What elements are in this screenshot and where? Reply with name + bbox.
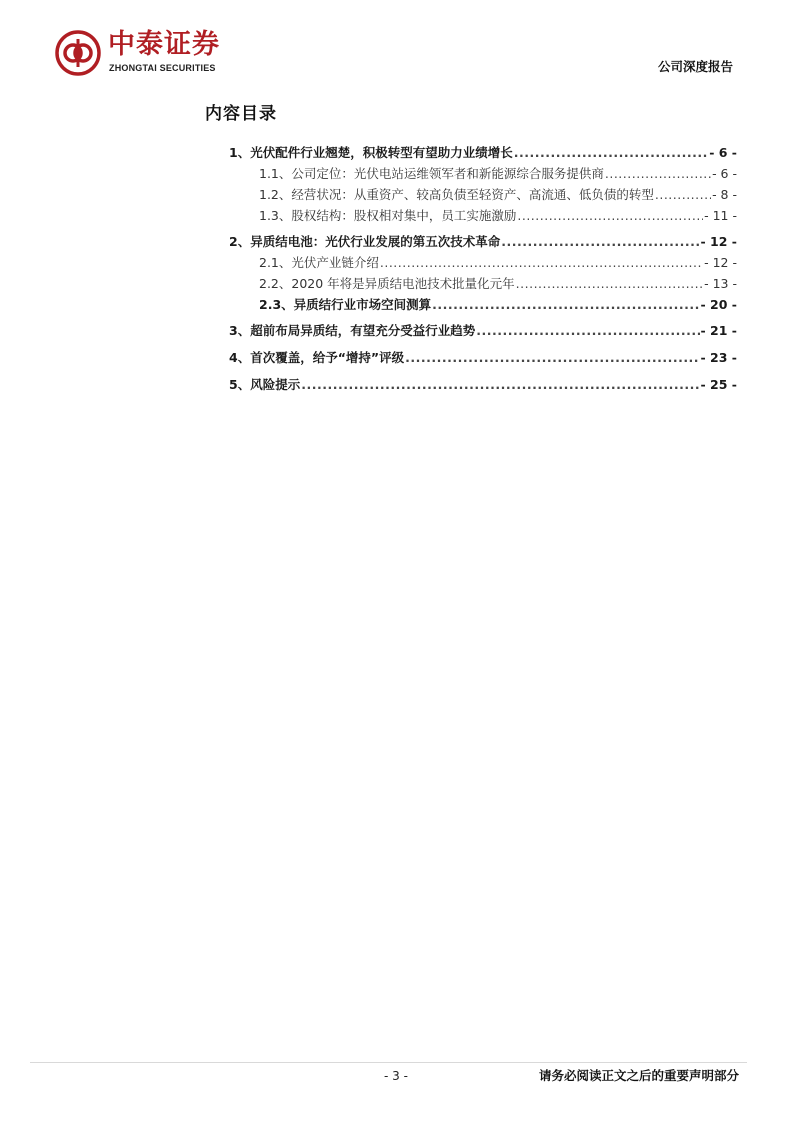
page-header <box>0 0 793 90</box>
toc-leader-dots <box>501 233 699 251</box>
toc-entry-page: - 25 - <box>700 377 737 392</box>
toc-entry-page: - 8 - <box>712 187 737 202</box>
toc-entry-2[interactable] <box>229 233 737 251</box>
toc-leader-dots <box>517 207 703 225</box>
toc-entry-page: - 12 - <box>700 234 737 249</box>
toc-entry-label: 2.3、异质结行业市场空间测算 <box>259 297 432 312</box>
toc-entry-page: - 21 - <box>700 323 737 338</box>
toc-entry-4[interactable] <box>229 349 737 367</box>
toc-entry-1[interactable] <box>229 144 737 162</box>
logo-english-name: ZHONGTAI SECURITIES <box>109 63 216 73</box>
toc-entry-5[interactable] <box>229 376 737 394</box>
toc-entry-page: - 20 - <box>700 297 737 312</box>
toc-entry-label: 2.2、2020 年将是异质结电池技术批量化元年 <box>259 276 515 291</box>
toc-entry-2-3[interactable] <box>259 296 737 314</box>
toc-leader-dots <box>301 376 699 394</box>
toc-entry-2-1[interactable] <box>259 254 737 272</box>
toc-entry-label: 2.1、光伏产业链介绍 <box>259 255 379 270</box>
toc-leader-dots <box>476 322 699 340</box>
toc-leader-dots <box>432 296 699 314</box>
logo-chinese-name: 中泰证券 <box>108 29 220 60</box>
toc-entry-page: - 6 - <box>712 166 737 181</box>
toc-entry-1-1[interactable] <box>259 165 737 183</box>
toc-leader-dots <box>655 186 711 204</box>
toc-leader-dots <box>405 349 699 367</box>
report-type-label: 公司深度报告 <box>657 59 733 74</box>
toc-entry-3[interactable] <box>229 322 737 340</box>
toc-entry-1-3[interactable] <box>259 207 737 225</box>
toc-entry-page: - 12 - <box>704 255 737 270</box>
footer-divider <box>30 1062 747 1063</box>
toc-entry-page: - 23 - <box>700 350 737 365</box>
toc-entry-label: 3、超前布局异质结，有望充分受益行业趋势 <box>229 323 476 338</box>
footer-disclaimer: 请务必阅读正文之后的重要声明部分 <box>538 1068 739 1083</box>
toc-entry-2-2[interactable] <box>259 275 737 293</box>
toc-entry-label: 4、首次覆盖，给予“增持”评级 <box>229 350 405 365</box>
toc-entry-label: 1.1、公司定位：光伏电站运维领军者和新能源综合服务提供商 <box>259 166 604 181</box>
toc-entry-label: 1.3、股权结构：股权相对集中，员工实施激励 <box>259 208 517 223</box>
toc-entry-label: 5、风险提示 <box>229 377 301 392</box>
toc-entry-page: - 13 - <box>704 276 737 291</box>
toc-entry-1-2[interactable] <box>259 186 737 204</box>
toc-leader-dots <box>380 254 703 272</box>
footer-page-number: - 3 - <box>384 1069 408 1083</box>
toc-entry-page: - 11 - <box>704 208 737 223</box>
toc-leader-dots <box>514 144 709 162</box>
toc-entry-page: - 6 - <box>709 145 737 160</box>
zhongtai-logo-icon <box>55 30 101 76</box>
toc-entry-label: 1.2、经营状况：从重资产、较高负债至轻资产、高流通、低负债的转型 <box>259 187 654 202</box>
toc-entry-label: 1、光伏配件行业翘楚，积极转型有望助力业绩增长 <box>229 145 513 160</box>
toc-title: 内容目录 <box>205 104 277 124</box>
toc-leader-dots <box>605 165 711 183</box>
toc-entry-label: 2、异质结电池：光伏行业发展的第五次技术革命 <box>229 234 501 249</box>
toc-leader-dots <box>516 275 703 293</box>
